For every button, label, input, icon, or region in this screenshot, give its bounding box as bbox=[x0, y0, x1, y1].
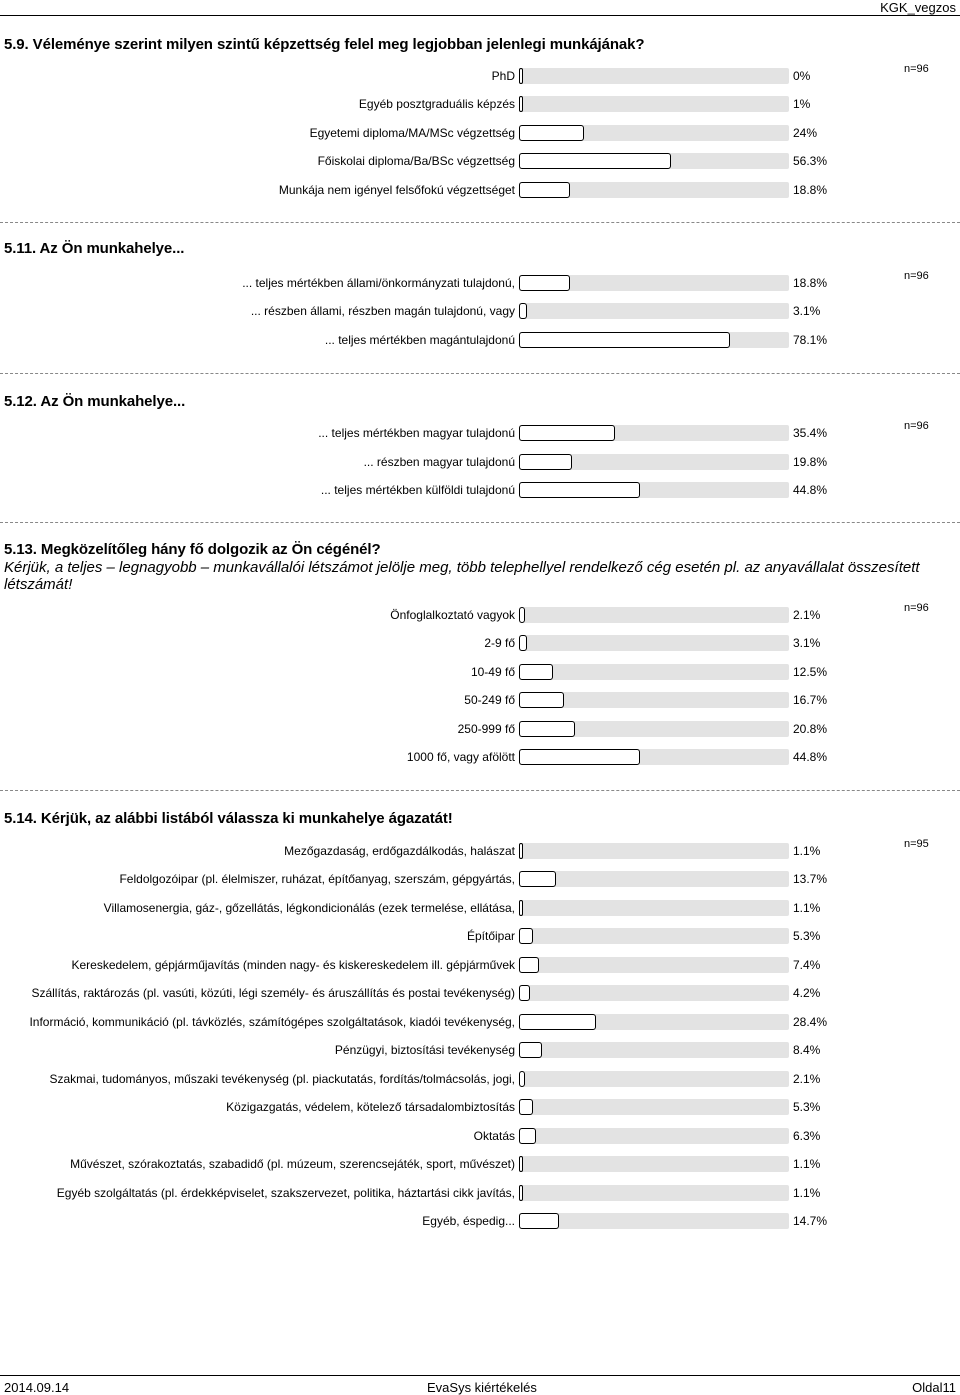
response-percent: 28.4% bbox=[793, 1015, 828, 1029]
response-bar bbox=[519, 425, 615, 441]
bar-track bbox=[519, 1071, 789, 1087]
response-bar bbox=[519, 96, 523, 112]
response-bar bbox=[519, 871, 556, 887]
response-percent: 24% bbox=[793, 126, 818, 140]
response-percent: 8.4% bbox=[793, 1043, 821, 1057]
response-label: Munkája nem igényel felsőfokú végzettséget bbox=[278, 183, 515, 197]
response-label: ... részben állami, részben magán tulajdonú, vagy bbox=[250, 304, 515, 318]
response-label: Mezőgazdaság, erdőgazdálkodás, halászat bbox=[284, 844, 515, 858]
response-percent: 44.8% bbox=[793, 750, 828, 764]
response-label: Információ, kommunikáció (pl. távközlés, számítógépes szolgáltatások, kiadói tevékenység, bbox=[29, 1015, 515, 1029]
document-tag: KGK_vegzos bbox=[880, 0, 956, 15]
response-label: ... részben magyar tulajdonú bbox=[363, 455, 515, 469]
response-label: Egyéb, éspedig... bbox=[422, 1214, 515, 1228]
response-bar bbox=[519, 664, 553, 680]
response-bar bbox=[519, 332, 730, 348]
section-separator bbox=[0, 373, 960, 374]
response-label: Kereskedelem, gépjárműjavítás (minden nagy- és kiskereskedelem ill. gépjárművek bbox=[71, 958, 515, 972]
response-row bbox=[0, 1040, 960, 1062]
question-title: 5.14. Kérjük, az alábbi listából válassza ki munkahelye ágazatát! bbox=[4, 810, 453, 827]
question-title: 5.13. Megközelítőleg hány fő dolgozik az Ön cégénél? bbox=[4, 541, 381, 558]
question-title: 5.12. Az Ön munkahelye... bbox=[4, 393, 186, 410]
response-percent: 3.1% bbox=[793, 304, 821, 318]
response-row bbox=[0, 1069, 960, 1091]
response-percent: 18.8% bbox=[793, 183, 828, 197]
response-percent: 2.1% bbox=[793, 1072, 821, 1086]
bar-track bbox=[519, 721, 789, 737]
response-percent: 56.3% bbox=[793, 154, 828, 168]
question-title: 5.9. Véleménye szerint milyen szintű képzettség felel meg legjobban jelenlegi munkájának? bbox=[4, 36, 645, 53]
bar-track bbox=[519, 1156, 789, 1172]
bar-track bbox=[519, 454, 789, 470]
bar-track bbox=[519, 843, 789, 859]
bar-track bbox=[519, 1128, 789, 1144]
bar-track bbox=[519, 635, 789, 651]
response-row bbox=[0, 423, 960, 445]
response-label: 250-999 fő bbox=[457, 722, 515, 736]
response-percent: 12.5% bbox=[793, 665, 828, 679]
response-row bbox=[0, 747, 960, 769]
response-bar bbox=[519, 1099, 533, 1115]
response-percent: 1.1% bbox=[793, 901, 821, 915]
footer-date: 2014.09.14 bbox=[4, 1380, 70, 1395]
bar-track bbox=[519, 275, 789, 291]
response-bar bbox=[519, 635, 527, 651]
response-label: ... teljes mértékben külföldi tulajdonú bbox=[320, 483, 515, 497]
response-bar bbox=[519, 68, 523, 84]
response-row bbox=[0, 94, 960, 116]
response-row bbox=[0, 690, 960, 712]
section-separator bbox=[0, 790, 960, 791]
section-separator bbox=[0, 522, 960, 523]
bar-track bbox=[519, 68, 789, 84]
sample-size: n=96 bbox=[904, 270, 929, 282]
response-row bbox=[0, 452, 960, 474]
response-label: 1000 fő, vagy afölött bbox=[406, 750, 515, 764]
footer-rule bbox=[0, 1375, 960, 1376]
response-percent: 78.1% bbox=[793, 333, 828, 347]
response-label: ... teljes mértékben állami/önkormányzati tulajdonú, bbox=[242, 276, 515, 290]
response-percent: 6.3% bbox=[793, 1129, 821, 1143]
response-percent: 13.7% bbox=[793, 872, 828, 886]
response-bar bbox=[519, 843, 523, 859]
response-percent: 5.3% bbox=[793, 929, 821, 943]
response-bar bbox=[519, 1071, 525, 1087]
response-row bbox=[0, 841, 960, 863]
response-row bbox=[0, 662, 960, 684]
response-label: Szállítás, raktározás (pl. vasúti, közúti, légi személy- és áruszállítás és postai tevékenység) bbox=[31, 986, 515, 1000]
response-bar bbox=[519, 1042, 542, 1058]
response-percent: 14.7% bbox=[793, 1214, 828, 1228]
bar-track bbox=[519, 692, 789, 708]
response-row bbox=[0, 180, 960, 202]
response-bar bbox=[519, 275, 570, 291]
response-row bbox=[0, 273, 960, 295]
bar-track bbox=[519, 425, 789, 441]
response-label: Egyetemi diploma/MA/MSc végzettség bbox=[309, 126, 515, 140]
response-label: Főiskolai diploma/Ba/BSc végzettség bbox=[317, 154, 515, 168]
response-row bbox=[0, 123, 960, 145]
bar-track bbox=[519, 1099, 789, 1115]
footer-page: Oldal11 bbox=[912, 1380, 956, 1395]
response-row bbox=[0, 301, 960, 323]
response-percent: 35.4% bbox=[793, 426, 828, 440]
bar-track bbox=[519, 482, 789, 498]
response-label: Közigazgatás, védelem, kötelező társadalombiztosítás bbox=[226, 1100, 515, 1114]
response-bar bbox=[519, 607, 525, 623]
response-row bbox=[0, 480, 960, 502]
response-row bbox=[0, 1012, 960, 1034]
response-bar bbox=[519, 1213, 559, 1229]
response-row bbox=[0, 869, 960, 891]
response-percent: 16.7% bbox=[793, 693, 828, 707]
response-bar bbox=[519, 125, 584, 141]
sample-size: n=96 bbox=[904, 602, 929, 614]
bar-track bbox=[519, 153, 789, 169]
bar-track bbox=[519, 1014, 789, 1030]
response-percent: 4.2% bbox=[793, 986, 821, 1000]
response-percent: 7.4% bbox=[793, 958, 821, 972]
response-percent: 1.1% bbox=[793, 844, 821, 858]
response-percent: 0% bbox=[793, 69, 811, 83]
response-label: Művészet, szórakoztatás, szabadidő (pl. múzeum, szerencsejáték, sport, művészet) bbox=[70, 1157, 515, 1171]
response-percent: 44.8% bbox=[793, 483, 828, 497]
footer-center: EvaSys kiértékelés bbox=[427, 1380, 537, 1395]
response-label: Villamosenergia, gáz-, gőzellátás, légkondicionálás (ezek termelése, ellátása, bbox=[103, 901, 515, 915]
response-label: Önfoglalkoztató vagyok bbox=[390, 608, 515, 622]
response-percent: 18.8% bbox=[793, 276, 828, 290]
response-bar bbox=[519, 749, 640, 765]
response-bar bbox=[519, 1156, 523, 1172]
response-row bbox=[0, 1126, 960, 1148]
bar-track bbox=[519, 96, 789, 112]
response-bar bbox=[519, 1014, 596, 1030]
response-percent: 5.3% bbox=[793, 1100, 821, 1114]
response-label: Pénzügyi, biztosítási tevékenység bbox=[334, 1043, 515, 1057]
bar-track bbox=[519, 1042, 789, 1058]
response-label: Építőipar bbox=[466, 929, 515, 943]
response-percent: 3.1% bbox=[793, 636, 821, 650]
response-label: Szakmai, tudományos, műszaki tevékenység (pl. piackutatás, fordítás/tolmácsolás, jogi, bbox=[49, 1072, 515, 1086]
response-row bbox=[0, 898, 960, 920]
header-rule bbox=[0, 15, 960, 16]
bar-track bbox=[519, 607, 789, 623]
bar-track bbox=[519, 957, 789, 973]
response-percent: 1% bbox=[793, 97, 811, 111]
bar-track bbox=[519, 1213, 789, 1229]
response-bar bbox=[519, 153, 671, 169]
response-bar bbox=[519, 1128, 536, 1144]
response-row bbox=[0, 926, 960, 948]
response-row bbox=[0, 151, 960, 173]
bar-track bbox=[519, 928, 789, 944]
response-row bbox=[0, 1154, 960, 1176]
response-label: PhD bbox=[491, 69, 515, 83]
section-separator bbox=[0, 222, 960, 223]
response-bar bbox=[519, 985, 530, 1001]
response-row bbox=[0, 1183, 960, 1205]
response-label: ... teljes mértékben magántulajdonú bbox=[324, 333, 515, 347]
response-row bbox=[0, 955, 960, 977]
response-row bbox=[0, 983, 960, 1005]
response-bar bbox=[519, 182, 570, 198]
response-bar bbox=[519, 454, 572, 470]
response-bar bbox=[519, 692, 564, 708]
sample-size: n=96 bbox=[904, 63, 929, 75]
response-row bbox=[0, 330, 960, 352]
sample-size: n=95 bbox=[904, 838, 929, 850]
response-label: 2-9 fő bbox=[484, 636, 515, 650]
response-label: Egyéb posztgraduális képzés bbox=[358, 97, 515, 111]
response-percent: 20.8% bbox=[793, 722, 828, 736]
bar-track bbox=[519, 303, 789, 319]
response-row bbox=[0, 1211, 960, 1233]
response-label: 10-49 fő bbox=[470, 665, 515, 679]
response-bar bbox=[519, 303, 527, 319]
bar-track bbox=[519, 749, 789, 765]
response-percent: 1.1% bbox=[793, 1157, 821, 1171]
response-row bbox=[0, 605, 960, 627]
response-row bbox=[0, 1097, 960, 1119]
bar-track bbox=[519, 332, 789, 348]
bar-track bbox=[519, 1185, 789, 1201]
response-row bbox=[0, 633, 960, 655]
response-label: Egyéb szolgáltatás (pl. érdekképviselet, szakszervezet, politika, háztartási cikk javítás, bbox=[56, 1186, 515, 1200]
response-bar bbox=[519, 482, 640, 498]
response-bar bbox=[519, 928, 533, 944]
response-label: 50-249 fő bbox=[464, 693, 515, 707]
response-bar bbox=[519, 957, 539, 973]
question-title: 5.11. Az Ön munkahelye... bbox=[4, 240, 185, 257]
bar-track bbox=[519, 871, 789, 887]
response-row bbox=[0, 66, 960, 88]
bar-track bbox=[519, 125, 789, 141]
response-bar bbox=[519, 721, 575, 737]
question-instruction: Kérjük, a teljes – legnagyobb – munkavállalói létszámot jelölje meg, több telephellyel rendelkező cég esetén pl. az anyavállalat összesített létszámát! bbox=[4, 559, 920, 593]
response-bar bbox=[519, 1185, 523, 1201]
bar-track bbox=[519, 182, 789, 198]
response-percent: 2.1% bbox=[793, 608, 821, 622]
response-bar bbox=[519, 900, 523, 916]
response-label: Feldolgozóipar (pl. élelmiszer, ruházat, építőanyag, szerszám, gépgyártás, bbox=[119, 872, 515, 886]
bar-track bbox=[519, 985, 789, 1001]
bar-track bbox=[519, 900, 789, 916]
response-percent: 19.8% bbox=[793, 455, 828, 469]
response-percent: 1.1% bbox=[793, 1186, 821, 1200]
sample-size: n=96 bbox=[904, 420, 929, 432]
response-row bbox=[0, 719, 960, 741]
response-label: Oktatás bbox=[473, 1129, 515, 1143]
response-label: ... teljes mértékben magyar tulajdonú bbox=[318, 426, 515, 440]
bar-track bbox=[519, 664, 789, 680]
